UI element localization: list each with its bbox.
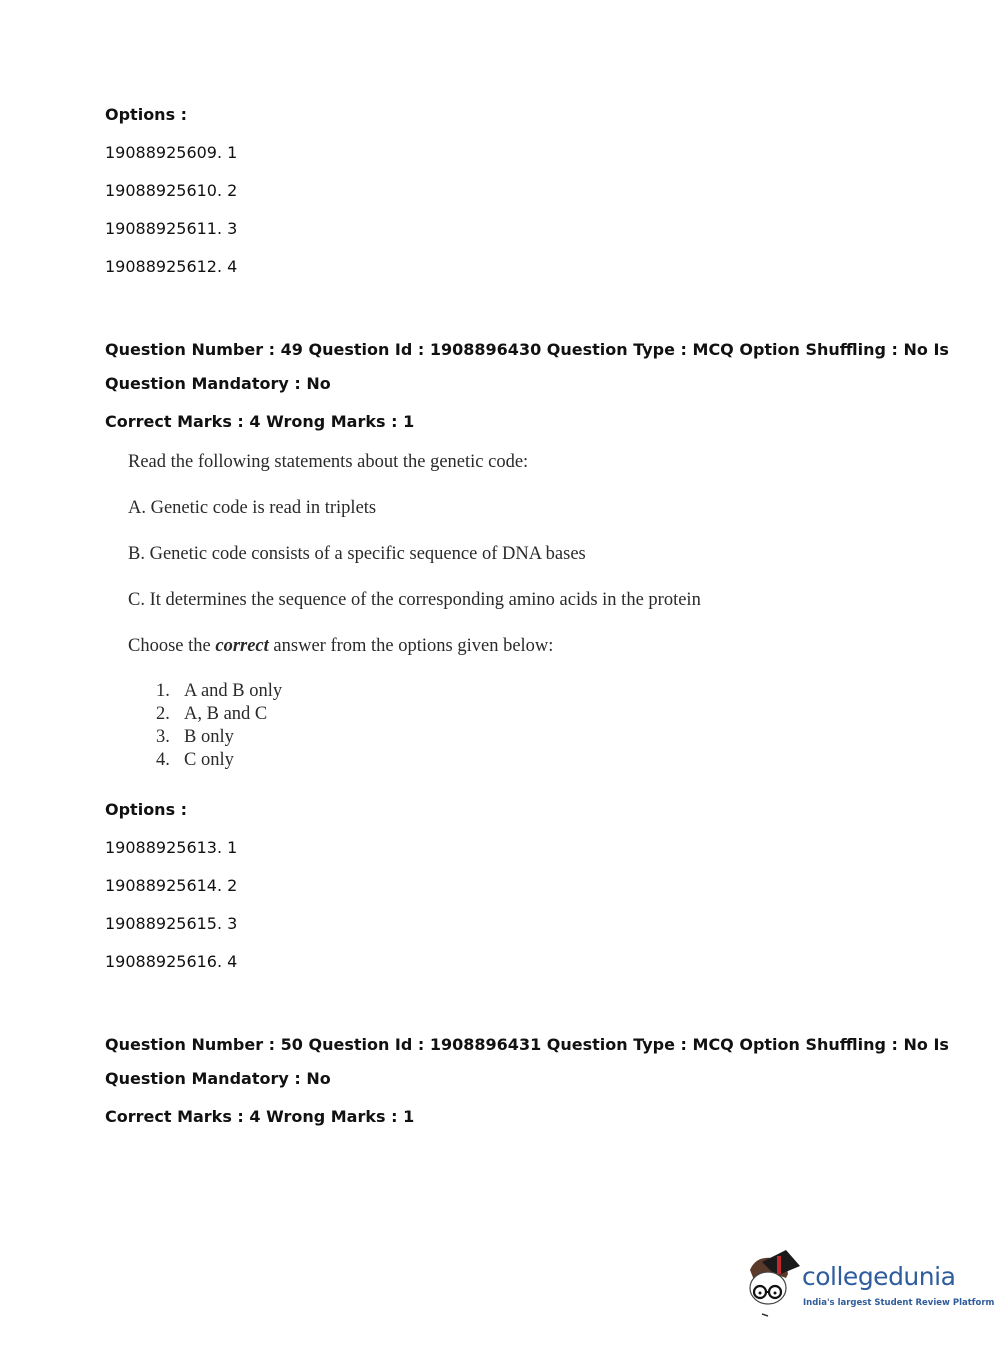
choose-post: answer from the options given below: (268, 636, 554, 656)
statement-c: C. It determines the sequence of the corresponding amino acids in the protein (128, 590, 701, 610)
choice-text: A and B only (184, 681, 283, 701)
option-item: 19088925609. 1 (105, 143, 238, 162)
choice-item (156, 726, 234, 748)
options-label: Options : (105, 105, 188, 124)
option-item: 19088925612. 4 (105, 257, 238, 276)
choice-number: 2. (156, 704, 170, 724)
choice-item (156, 703, 267, 725)
statement-b: B. Genetic code consists of a specific sequence of DNA bases (128, 544, 586, 564)
brand-tagline: India's largest Student Review Platform (803, 1298, 995, 1308)
choose-emphasis: correct (215, 636, 269, 656)
choose-pre: Choose the (128, 636, 216, 656)
choice-number: 3. (156, 727, 170, 747)
mascot-icon (742, 1248, 802, 1320)
option-item: 19088925615. 3 (105, 914, 238, 933)
question-header: Question Number : 49 Question Id : 1908896430 Question Type : MCQ Option Shuffling : No Is (105, 340, 949, 359)
choice-text: A, B and C (184, 704, 268, 724)
choose-instruction (128, 635, 553, 657)
question-mandatory: Question Mandatory : No (105, 374, 331, 393)
choice-text: B only (184, 727, 234, 747)
question-intro: Read the following statements about the genetic code: (128, 452, 529, 472)
brand-name: collegedunia (802, 1262, 956, 1291)
question-header: Question Number : 50 Question Id : 1908896431 Question Type : MCQ Option Shuffling : No Is (105, 1035, 949, 1054)
option-item: 19088925616. 4 (105, 952, 238, 971)
option-item: 19088925614. 2 (105, 876, 238, 895)
option-item: 19088925610. 2 (105, 181, 238, 200)
choice-item (156, 749, 234, 771)
question-mandatory: Question Mandatory : No (105, 1069, 331, 1088)
option-item: 19088925613. 1 (105, 838, 238, 857)
choice-number: 4. (156, 750, 170, 770)
options-label: Options : (105, 800, 188, 819)
option-item: 19088925611. 3 (105, 219, 238, 238)
choice-item (156, 680, 282, 702)
question-marks: Correct Marks : 4 Wrong Marks : 1 (105, 412, 415, 431)
choice-text: C only (184, 750, 234, 770)
statement-a: A. Genetic code is read in triplets (128, 498, 377, 518)
question-marks: Correct Marks : 4 Wrong Marks : 1 (105, 1107, 415, 1126)
collegedunia-logo (742, 1248, 995, 1320)
choice-number: 1. (156, 681, 170, 701)
